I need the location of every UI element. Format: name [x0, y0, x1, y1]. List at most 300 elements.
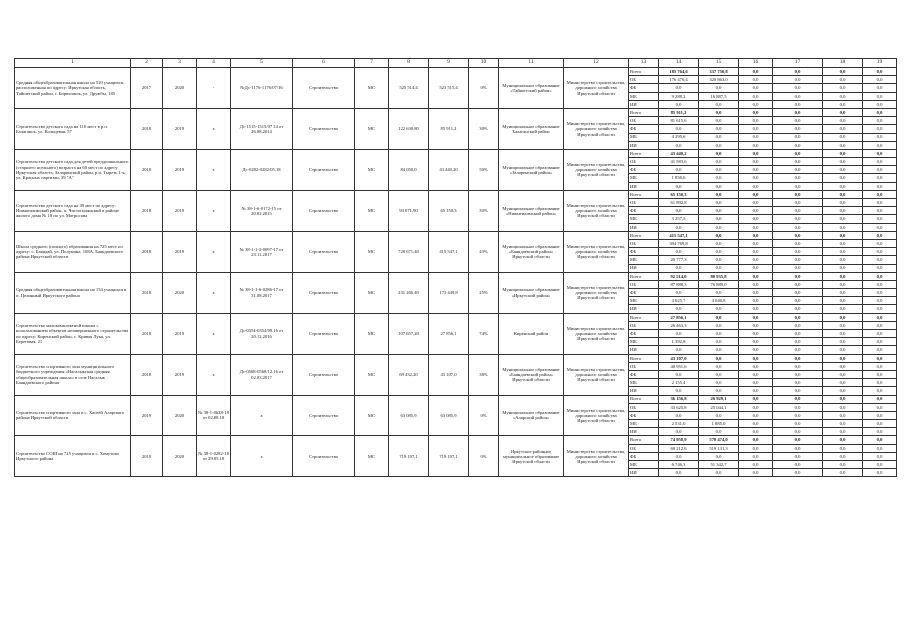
funding-value: 0,0	[823, 411, 863, 419]
funding-value: 36 156,8	[659, 395, 699, 403]
funding-value: 0,0	[863, 76, 897, 84]
funding-value: 320 863,0	[699, 76, 739, 84]
funding-value: 0,0	[739, 190, 773, 198]
readiness-percent: 25%	[469, 272, 499, 313]
project-name: Строительство малокомплектной школы с использованием объектов незавершенного строительства по адресу: Киренский район, с. Кривая Лука, ул. Береговая, 21	[15, 313, 131, 354]
funding-value: 0,0	[699, 231, 739, 239]
funding-value: 0,0	[823, 428, 863, 436]
funding-value: 0,0	[863, 403, 897, 411]
estimated-cost: 63 085,9	[389, 395, 429, 436]
funding-value: 0,0	[773, 321, 823, 329]
funding-value: 0,0	[739, 166, 773, 174]
funding-value: 0,0	[739, 289, 773, 297]
funding-value: 41 583,6	[659, 158, 699, 166]
ownership-form: МС	[355, 108, 389, 149]
funding-value: 0,0	[659, 207, 699, 215]
funding-value: 337 750,8	[699, 68, 739, 76]
column-header-14: 14	[659, 59, 699, 68]
remaining-cost: 65 150,3	[429, 190, 469, 231]
funding-value: 0,0	[699, 305, 739, 313]
funding-value: 0,0	[739, 338, 773, 346]
funding-value: 0,0	[823, 264, 863, 272]
start-year: 2018	[131, 313, 163, 354]
funding-source: ОБ	[629, 117, 659, 125]
funding-value: 0,0	[699, 248, 739, 256]
ownership-form: МС	[355, 395, 389, 436]
funding-value: 0,0	[773, 403, 823, 411]
remaining-cost: 43 107,0	[429, 354, 469, 395]
ministry: Министерство строительства, дорожного хозяйства Иркутской области	[564, 231, 629, 272]
expertise-conclusion: Дс-1515-1515/07 14 от 26.08.2014	[231, 108, 293, 149]
funding-value: 0,0	[773, 158, 823, 166]
funding-value: 4 046,8	[699, 297, 739, 305]
funding-value: 0,0	[863, 182, 897, 190]
funding-value: 0,0	[659, 264, 699, 272]
funding-value: 0,0	[863, 248, 897, 256]
funding-value: 20 777,3	[659, 256, 699, 264]
funding-source: ИИ	[629, 141, 659, 149]
funding-value: 2 531,0	[659, 420, 699, 428]
funding-value: 33 625,8	[659, 403, 699, 411]
start-year: 2018	[131, 272, 163, 313]
end-year: 2019	[163, 354, 197, 395]
funding-value: 0,0	[699, 84, 739, 92]
funding-source: ФБ	[629, 207, 659, 215]
funding-value: 0,0	[773, 133, 823, 141]
design-document: х	[197, 313, 231, 354]
funding-value: 0,0	[699, 346, 739, 354]
funding-value: 0,0	[739, 403, 773, 411]
funding-value: 0,0	[823, 76, 863, 84]
end-year: 2019	[163, 149, 197, 190]
funding-value: 0,0	[863, 461, 897, 469]
funding-value: 0,0	[823, 280, 863, 288]
funding-value: 0,0	[823, 338, 863, 346]
work-type: Строительство	[293, 108, 355, 149]
column-header-13: 13	[629, 59, 659, 68]
funding-value: 0,0	[659, 411, 699, 419]
funding-value: 2 155,4	[659, 379, 699, 387]
funding-value: 0,0	[773, 125, 823, 133]
funding-source: ИИ	[629, 469, 659, 477]
table-row	[15, 108, 897, 116]
ownership-form: МС	[355, 68, 389, 109]
funding-value: 0,0	[863, 239, 897, 247]
funding-value: 0,0	[863, 289, 897, 297]
start-year: 2019	[131, 436, 163, 477]
funding-source: ОБ	[629, 76, 659, 84]
funding-source: ИИ	[629, 305, 659, 313]
funding-value: 0,0	[739, 313, 773, 321]
funding-value: 0,0	[773, 330, 823, 338]
remaining-cost: 173 449,8	[429, 272, 469, 313]
funding-value: 0,0	[739, 248, 773, 256]
funding-value: 0,0	[863, 338, 897, 346]
funding-value: 0,0	[739, 264, 773, 272]
funding-source: МБ	[629, 256, 659, 264]
funding-value: 0,0	[863, 84, 897, 92]
funding-value: 0,0	[863, 395, 897, 403]
funding-value: 0,0	[773, 248, 823, 256]
funding-value: 0,0	[823, 248, 863, 256]
funding-value: 0,0	[773, 264, 823, 272]
funding-value: 0,0	[739, 239, 773, 247]
readiness-percent: 30%	[469, 108, 499, 149]
funding-value: 0,0	[863, 428, 897, 436]
funding-value: 0,0	[699, 133, 739, 141]
funding-value: 0,0	[823, 452, 863, 460]
funding-value: 0,0	[739, 68, 773, 76]
expertise-conclusion: Дс-0282-0282/05.18	[231, 149, 293, 190]
funding-source: ИИ	[629, 100, 659, 108]
funding-value: 0,0	[823, 207, 863, 215]
funding-value: 27 856,1	[659, 313, 699, 321]
funding-value: 0,0	[863, 272, 897, 280]
funding-source: ОБ	[629, 280, 659, 288]
funding-value: 0,0	[699, 362, 739, 370]
ministry: Министерство строительства, дорожного хозяйства Иркутской области	[564, 436, 629, 477]
table-header	[15, 59, 897, 68]
funding-value: 0,0	[773, 207, 823, 215]
end-year: 2020	[163, 436, 197, 477]
column-header-8: 8	[389, 59, 429, 68]
funding-value: 0,0	[739, 280, 773, 288]
work-type: Строительство	[293, 190, 355, 231]
funding-source: МБ	[629, 338, 659, 346]
funding-value: 0,0	[863, 362, 897, 370]
funding-source: Всего	[629, 190, 659, 198]
start-year: 2018	[131, 108, 163, 149]
funding-value: 415 547,1	[659, 231, 699, 239]
work-type: Строительство	[293, 272, 355, 313]
funding-value: 0,0	[773, 231, 823, 239]
design-document: -	[197, 68, 231, 109]
funding-value: 0,0	[739, 387, 773, 395]
funding-value: 0,0	[823, 215, 863, 223]
funding-value: 0,0	[823, 223, 863, 231]
funding-value: 0,0	[863, 256, 897, 264]
funding-value: 176 476,4	[659, 76, 699, 84]
project-name: Строительство спортивного зала муниципального бюджетного учреждения «Нагалыкская средняя общеобразовательная школа» в селе Нагалык Баяндаевского района	[15, 354, 131, 395]
expertise-conclusion: Дс-0354-0354/09.16 от 20.12.2016	[231, 313, 293, 354]
funding-value: 92 514,0	[659, 272, 699, 280]
funding-value: 0,0	[773, 190, 823, 198]
funding-value: 0,0	[699, 370, 739, 378]
design-document: х	[197, 149, 231, 190]
funding-value: 51 342,7	[699, 461, 739, 469]
funding-source: Всего	[629, 68, 659, 76]
funding-value: 0,0	[863, 141, 897, 149]
funding-value: 16 887,5	[699, 92, 739, 100]
funding-value: 76 889,0	[699, 280, 739, 288]
funding-value: 0,0	[773, 469, 823, 477]
funding-value: 0,0	[773, 436, 823, 444]
funding-source: ФБ	[629, 411, 659, 419]
column-header-18: 18	[823, 59, 863, 68]
funding-value: 0,0	[739, 444, 773, 452]
column-header-9: 9	[429, 59, 469, 68]
table-row	[15, 395, 897, 403]
funding-value: 0,0	[773, 92, 823, 100]
funding-value: 0,0	[659, 330, 699, 338]
funding-value: 0,0	[659, 141, 699, 149]
funding-value: 40 951,6	[659, 362, 699, 370]
funding-value: 185 764,6	[659, 68, 699, 76]
funding-value: 0,0	[773, 76, 823, 84]
funding-value: 0,0	[773, 370, 823, 378]
customer: Муниципальное образование «Баяндаевский район» Иркутской области	[499, 354, 564, 395]
funding-value: 0,0	[739, 117, 773, 125]
funding-value: 0,0	[863, 158, 897, 166]
column-header-7: 7	[355, 59, 389, 68]
investment-table	[14, 58, 897, 477]
funding-value: 0,0	[739, 346, 773, 354]
funding-value: 0,0	[823, 117, 863, 125]
funding-value: 0,0	[659, 428, 699, 436]
estimated-cost: 719 197,1	[389, 436, 429, 477]
funding-source: МБ	[629, 379, 659, 387]
column-header-12: 12	[564, 59, 629, 68]
funding-value: 0,0	[863, 305, 897, 313]
funding-value: 0,0	[659, 248, 699, 256]
funding-value: 0,0	[739, 215, 773, 223]
funding-value: 0,0	[773, 305, 823, 313]
funding-value: 0,0	[773, 108, 823, 116]
funding-value: 0,0	[773, 174, 823, 182]
funding-value: 0,0	[863, 280, 897, 288]
funding-value: 3 257,5	[659, 215, 699, 223]
funding-value: 0,0	[863, 68, 897, 76]
funding-source: ИИ	[629, 346, 659, 354]
funding-value: 0,0	[739, 141, 773, 149]
funding-value: 0,0	[699, 125, 739, 133]
funding-value: 0,0	[773, 420, 823, 428]
funding-source: ФБ	[629, 330, 659, 338]
funding-value: 0,0	[739, 379, 773, 387]
funding-value: 0,0	[659, 346, 699, 354]
funding-value: 0,0	[863, 149, 897, 157]
funding-source: МБ	[629, 133, 659, 141]
funding-value: 0,0	[823, 346, 863, 354]
funding-value: 0,0	[699, 239, 739, 247]
project-name: Строительство детского сада на 110 мест в р.п. Балаганск, ул. Кольцевая, 57	[15, 108, 131, 149]
funding-value: 0,0	[739, 100, 773, 108]
work-type: Строительство	[293, 313, 355, 354]
table-row	[15, 354, 897, 362]
funding-value: 0,0	[739, 182, 773, 190]
design-document: № 38-1-0282-18 от 29.05.18	[197, 436, 231, 477]
funding-value: 0,0	[773, 100, 823, 108]
funding-value: 0,0	[773, 362, 823, 370]
funding-value: 85 911,2	[659, 108, 699, 116]
funding-source: МБ	[629, 461, 659, 469]
funding-value: 0,0	[863, 125, 897, 133]
funding-value: 0,0	[699, 264, 739, 272]
funding-value: 0,0	[773, 354, 823, 362]
funding-source: ОБ	[629, 158, 659, 166]
funding-value: 0,0	[863, 297, 897, 305]
funding-value: 0,0	[773, 313, 823, 321]
funding-value: 43 440,2	[659, 149, 699, 157]
funding-value: 0,0	[773, 149, 823, 157]
funding-value: 0,0	[773, 461, 823, 469]
remaining-cost: 719 197,1	[429, 436, 469, 477]
funding-value: 0,0	[699, 387, 739, 395]
funding-source: МБ	[629, 215, 659, 223]
readiness-percent: 0%	[469, 68, 499, 109]
funding-value: 0,0	[863, 379, 897, 387]
funding-value: 1 392,8	[659, 338, 699, 346]
funding-value: 9 288,2	[659, 92, 699, 100]
funding-value: 0,0	[823, 313, 863, 321]
table-row	[15, 149, 897, 157]
funding-value: 0,0	[659, 452, 699, 460]
funding-value: 0,0	[773, 166, 823, 174]
start-year: 2018	[131, 354, 163, 395]
remaining-cost: 85 911,2	[429, 108, 469, 149]
funding-value: 0,0	[739, 395, 773, 403]
funding-value: 0,0	[739, 469, 773, 477]
funding-value: 0,0	[699, 141, 739, 149]
design-document: х	[197, 272, 231, 313]
funding-value: 0,0	[739, 125, 773, 133]
funding-value: 0,0	[739, 362, 773, 370]
funding-value: 0,0	[699, 330, 739, 338]
funding-value: 0,0	[699, 199, 739, 207]
funding-value: 43 107,0	[659, 354, 699, 362]
funding-value: 0,0	[823, 403, 863, 411]
column-header-4: 4	[197, 59, 231, 68]
project-name: Средняя общеобразовательная школа на 154 учащихся в п. Целинный Иркутского района	[15, 272, 131, 313]
funding-value: 0,0	[823, 84, 863, 92]
funding-value: 0,0	[863, 436, 897, 444]
remaining-cost: 63 085,9	[429, 395, 469, 436]
column-header-3: 3	[163, 59, 197, 68]
funding-value: 0,0	[739, 411, 773, 419]
funding-source: ОБ	[629, 321, 659, 329]
funding-value: 0,0	[863, 108, 897, 116]
table-body	[15, 68, 897, 477]
column-header-2: 2	[131, 59, 163, 68]
funding-value: 0,0	[863, 420, 897, 428]
design-document: х	[197, 231, 231, 272]
ministry: Министерство строительства, дорожного хозяйства Иркутской области	[564, 395, 629, 436]
design-document: х	[197, 190, 231, 231]
funding-value: 0,0	[863, 387, 897, 395]
funding-value: 26 463,3	[659, 321, 699, 329]
work-type: Строительство	[293, 354, 355, 395]
funding-value: 0,0	[863, 174, 897, 182]
readiness-percent: 38%	[469, 354, 499, 395]
column-header-15: 15	[699, 59, 739, 68]
table-row	[15, 231, 897, 239]
expertise-conclusion: № 38-1-1-6-0286-17 от 31.08.2017	[231, 272, 293, 313]
funding-source: ИИ	[629, 264, 659, 272]
funding-value: 6 746,3	[659, 461, 699, 469]
funding-value: 0,0	[739, 149, 773, 157]
funding-value: 0,0	[823, 420, 863, 428]
expertise-conclusion: № 38-1-1-3-0097-17 от 23.11.2017	[231, 231, 293, 272]
funding-value: 0,0	[699, 174, 739, 182]
end-year: 2019	[163, 231, 197, 272]
estimated-cost: 69 432,20	[389, 354, 429, 395]
ministry: Министерство строительства, дорожного хозяйства Иркутской области	[564, 313, 629, 354]
funding-value: 0,0	[773, 452, 823, 460]
estimated-cost: 84 050,0	[389, 149, 429, 190]
funding-value: 0,0	[739, 370, 773, 378]
expertise-conclusion: Дс-0568-0568/12.16 от 02.03.2017	[231, 354, 293, 395]
funding-value: 0,0	[773, 256, 823, 264]
funding-source: ФБ	[629, 248, 659, 256]
funding-value: 0,0	[823, 166, 863, 174]
project-name: Школа среднего (полного) образования на 725 мест по адресу: с. Баяндай, ул. Полунина, 108А, Баяндаевского района Иркутской области	[15, 231, 131, 272]
table-row	[15, 436, 897, 444]
project-name: Строительство спортивного зала в с. Хасеёй Аларского района Иркутской области	[15, 395, 131, 436]
funding-value: 0,0	[699, 215, 739, 223]
funding-value: 0,0	[823, 395, 863, 403]
funding-value: 0,0	[863, 264, 897, 272]
funding-value: 0,0	[699, 428, 739, 436]
work-type: Строительство	[293, 231, 355, 272]
funding-value: 570 474,0	[699, 436, 739, 444]
ownership-form: МС	[355, 272, 389, 313]
funding-value: 0,0	[739, 84, 773, 92]
start-year: 2018	[131, 231, 163, 272]
funding-value: 0,0	[863, 370, 897, 378]
column-number-row	[15, 59, 897, 68]
funding-source: ОБ	[629, 403, 659, 411]
funding-value: 0,0	[823, 321, 863, 329]
funding-value: 0,0	[773, 297, 823, 305]
funding-value: 0,0	[823, 354, 863, 362]
funding-value: 0,0	[739, 330, 773, 338]
end-year: 2020	[163, 68, 197, 109]
ministry: Министерство строительства, дорожного хозяйства Иркутской области	[564, 272, 629, 313]
funding-value: 0,0	[773, 280, 823, 288]
funding-value: 0,0	[773, 68, 823, 76]
funding-value: 0,0	[773, 215, 823, 223]
funding-value: 0,0	[863, 452, 897, 460]
funding-value: 0,0	[739, 297, 773, 305]
funding-value: 0,0	[823, 272, 863, 280]
funding-value: 81 615,6	[659, 117, 699, 125]
funding-value: 0,0	[863, 223, 897, 231]
funding-value: 0,0	[739, 354, 773, 362]
readiness-percent: 0%	[469, 436, 499, 477]
funding-value: 0,0	[699, 289, 739, 297]
funding-value: 0,0	[823, 133, 863, 141]
design-document: х	[197, 354, 231, 395]
customer: Муниципальное образование «Нижнеилимский район»	[499, 190, 564, 231]
funding-value: 0,0	[739, 158, 773, 166]
design-document: № 38-1-0638-18 от 02.08.18	[197, 395, 231, 436]
project-name: Строительство детского сада для детей преддошкольного (старшего ясельного) возраста на 60 мест по адресу: Иркутская область, Заларинский район, р.п. Тыреть 1-я, ул. Красных партизан, 39 "А"	[15, 149, 131, 190]
funding-source: ИИ	[629, 428, 659, 436]
ministry: Министерство строительства, дорожного хозяйства Иркутской области	[564, 108, 629, 149]
funding-value: 0,0	[823, 305, 863, 313]
ministry: Министерство строительства, дорожного хозяйства Иркутской области	[564, 149, 629, 190]
customer: Муниципальное образование Балаганский район	[499, 108, 564, 149]
funding-value: 0,0	[739, 420, 773, 428]
funding-value: 26 929,1	[699, 395, 739, 403]
funding-source: ФБ	[629, 125, 659, 133]
ownership-form: МС	[355, 190, 389, 231]
funding-value: 0,0	[823, 370, 863, 378]
funding-value: 0,0	[863, 313, 897, 321]
funding-value: 25 044,1	[699, 403, 739, 411]
funding-value: 0,0	[659, 370, 699, 378]
funding-value: 0,0	[823, 174, 863, 182]
